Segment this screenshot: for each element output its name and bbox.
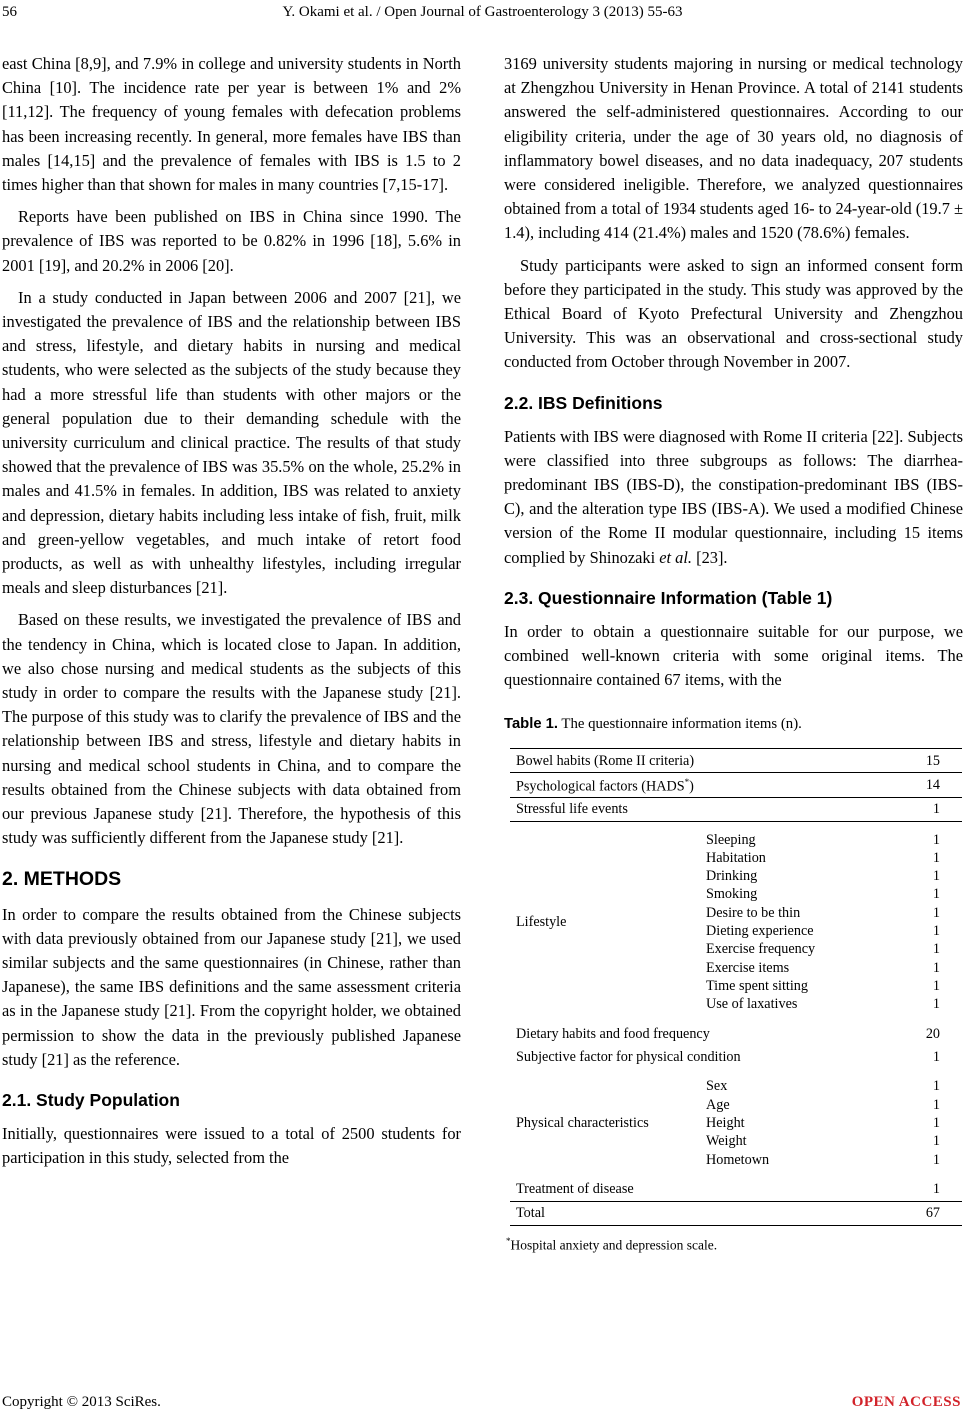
table-row-total	[510, 1201, 962, 1225]
table-cell: 14	[910, 773, 962, 797]
table-row	[510, 1178, 962, 1202]
paragraph: Reports have been published on IBS in China since 1990. The prevalence of IBS was reported to be 0.82% in 1996 [18], 5.6% in 2001 [19], and 20.2% in 2006 [20].	[2, 207, 461, 275]
table-row-physical	[510, 1068, 962, 1177]
running-header	[0, 4, 965, 26]
table-cell: 20	[925, 1025, 940, 1042]
subsection-heading-ibs-definitions: 2.2. IBS Definitions	[504, 392, 663, 413]
paragraph: Patients with IBS were diagnosed with Rome II criteria [22]. Subjects were classified into three subgroups as follows: The diarrhea-predominant IBS (IBS-D), the constipation-predominant IBS (IBS-C), and the alteration type IBS (IBS-A). We used a modified Chinese version of the Rome II modular questionnaire, including 15 items complied by Shinozaki et al. [23].	[504, 426, 963, 567]
paragraph: In order to obtain a questionnaire suitable for our purpose, we combined well-known criteria with some original items. The questionnaire contained 67 items, with the	[504, 621, 963, 690]
paragraph: 3169 university students majoring in nursing or medical technology at Zhengzhou University in Henan Province. A total of 2141 students answered the self-administered questionnaires. According to our eligibility criteria, under the age of 30 years old, no diagnosis of inflammatory bowel diseases, and no data inadequacy, 207 students were considered ineligible. Therefore, we analyzed questionnaires obtained from a total of 1934 students aged 16- to 24-year-old (19.7 ± 1.4), including 414 (21.4%) males and 1520 (78.6%) females.	[504, 54, 963, 243]
left-column	[2, 52, 461, 1170]
table-cell: Treatment of disease	[516, 1181, 634, 1198]
paragraph: Study participants were asked to sign an informed consent form before they participated in the study. This study was approved by the Ethical Board of Kyoto Prefectural University and Zhengzhou University. This was an observational and cross-sectional study conducted from October through November in 2007.	[504, 255, 963, 372]
table-cell: 1	[932, 1048, 940, 1065]
table-caption: Table 1. The questionnaire information items (n).	[504, 716, 802, 733]
table-cell: 67	[910, 1201, 962, 1225]
table-row	[510, 1045, 962, 1068]
lifestyle-counts: 1 1 1 1 1 1 1 1 1 1	[932, 831, 940, 1013]
paragraph: east China [8,9], and 7.9% in college and university students in North China [10]. The incidence rate per year is between 1% and 2% [11,12]. The frequency of young females with defecation problems has been increasing recently. In general, more females have IBS than males [14,15] and the prevalence of females with IBS is 1.5 to 2 times higher than that shown for males in many countries [7,15-17].	[2, 54, 461, 195]
page-footer	[2, 1394, 963, 1411]
table-row	[510, 773, 962, 797]
table-row-lifestyle	[510, 821, 962, 1022]
paragraph: Based on these results, we investigated the prevalence of IBS and the tendency in China, which is located close to Japan. In addition, we also chose nursing and medical students as the subjects of this study in order to compare the results with the Japanese study [21]. The purpose of this study was to clarify the prevalence of IBS and the relationship between IBS and stress, lifestyle and dietary habits in nursing and medical school students in China, and to compare the results obtained from the Chinese subjects with data obtained from our previous Japanese study [21]. Therefore, the hypothesis of this study was sufficiently different from the Japanese study [21].	[2, 610, 461, 848]
open-access-label: OPEN ACCESS	[851, 1394, 961, 1410]
table-cell: Lifestyle	[516, 913, 567, 930]
copyright-notice: Copyright © 2013 SciRes.	[2, 1394, 161, 1410]
table-cell: 1	[910, 797, 962, 821]
paragraph: Initially, questionnaires were issued to a total of 2500 students for participation in this study, selected from the	[2, 1123, 461, 1168]
physical-counts: 1 1 1 1 1	[932, 1078, 940, 1168]
subsection-heading-questionnaire: 2.3. Questionnaire Information (Table 1)	[504, 587, 833, 608]
table-cell: Physical characteristics	[516, 1115, 649, 1132]
table-row	[510, 749, 962, 773]
section-heading-methods: 2. METHODS	[2, 867, 122, 890]
table-cell: Total	[510, 1201, 910, 1225]
right-column	[504, 52, 963, 1253]
table-row	[510, 797, 962, 821]
paragraph: In order to compare the results obtained from the Chinese subjects with data previously obtained from our Japanese study [21], we used similar subjects and the same questionnaires (in Chinese, rather than Japanese), the same IBS definitions and the same assessment criteria as in the Japanese study [21]. From the copyright holder, we obtained permission to show the data in the previously published Japanese study [21] as the reference.	[2, 904, 461, 1069]
subsection-heading-study-population: 2.1. Study Population	[2, 1089, 180, 1110]
table-cell: Dietary habits and food frequency	[516, 1025, 710, 1042]
table-row	[510, 1022, 962, 1045]
table-cell: Bowel habits (Rome II criteria)	[510, 749, 910, 773]
physical-items: Sex Age Height Weight Hometown	[706, 1078, 770, 1168]
table-cell: 1	[932, 1181, 940, 1198]
table-cell: Subjective factor for physical condition	[516, 1048, 741, 1065]
table-cell: 15	[910, 749, 962, 773]
table-cell: Stressful life events	[510, 797, 910, 821]
paragraph: In a study conducted in Japan between 2006 and 2007 [21], we investigated the prevalence of IBS and the relationship between IBS and stress, lifestyle, and dietary habits in nursing and medical students, who were selected as the subjects of the study because they had a more stressful life than students with other majors or the general population due to their demanding schedule with the university curriculum and clinical practice. The results of that study showed that the prevalence of IBS was 35.5% on the whole, 25.2% in males and 41.5% in females. In addition, IBS was related to anxiety and depression, dietary habits including less intake of fish, fruit, milk and green-yellow vegetables, and much intake of retort food products, as well as with unhealthy lifestyles, including irregular meals and sleep disturbances [21].	[2, 287, 461, 598]
questionnaire-table	[510, 748, 962, 1225]
running-title: Y. Okami et al. / Open Journal of Gastroenterology 3 (2013) 55-63	[282, 4, 683, 20]
page-number: 56	[2, 4, 17, 20]
lifestyle-items: Sleeping Habitation Drinking Smoking Desire to be thin Dieting experience Exercise frequency Exercise items Time spent sitting Use of laxatives	[706, 831, 816, 1013]
table-cell: Psychological factors (HADS*)	[510, 773, 910, 797]
table-footnote: *Hospital anxiety and depression scale.	[506, 1235, 718, 1253]
